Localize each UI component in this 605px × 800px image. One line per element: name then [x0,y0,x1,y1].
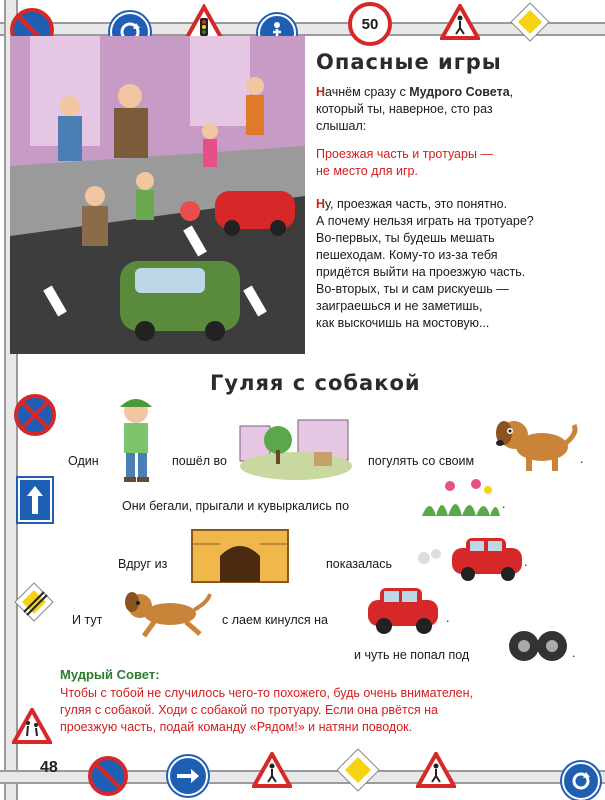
story-dot-5: . [572,646,576,660]
story-dot-4: . [446,611,450,625]
story-word-and-then: И тут [72,613,103,627]
pedestrian-warning-bottom-icon [252,752,292,788]
story-word-suddenly: Вдруг из [118,557,168,571]
story-word-walk: погулять со своим [368,454,475,468]
tip-line-3: проезжую часть, подай команду «Рядом!» и натяни поводок. [60,720,413,734]
red-car-picture [412,534,524,582]
drop-letter: Н [316,197,326,211]
straight-only-sign-icon [18,478,52,522]
story-word-ran: Они бегали, прыгали и кувыркались по [122,499,350,513]
priority-road-sign-icon [510,2,550,42]
no-parking-sign-icon [14,394,56,436]
yard-picture [238,416,356,482]
archway-picture [190,528,290,584]
story-dot-1: . [580,452,584,466]
lawn-picture [420,476,502,518]
end-priority-road-sign-icon [14,582,54,622]
body-line-2: А почему нельзя играть на тротуаре? [316,214,534,228]
boy-picture [108,395,163,483]
body-line-7: заиграешься и не заметишь, [316,299,483,313]
rule-line-1: Проезжая часть и тротуары — [316,147,493,161]
intro-line-3: слышал: [316,119,367,133]
body-line-5: придётся выйти на проезжую часть. [316,265,526,279]
section-title-dangerous-games: Опасные игры [316,50,502,74]
intro-line-1 [316,84,586,101]
body-line-1-text: у, проезжая часть, это понятно. [325,197,508,211]
body-paragraph [316,196,596,332]
priority-road-bottom-sign-icon [336,748,380,792]
no-stopping-bottom-sign-icon [88,756,128,796]
body-line-4: пешеходам. Кому-то из-за тебя [316,248,498,262]
red-car-2-picture [362,582,444,636]
tip-line-1: Чтобы с тобой не случилось чего-то похожего, будь очень внимателен, [60,686,473,700]
wise-advice-text [60,685,600,736]
intro-line-2: который ты, наверное, сто раз [316,102,493,116]
wise-advice-title: Мудрый Совет: [60,667,160,682]
crossing-warning-bottom-icon [416,752,456,788]
intro-paragraph [316,84,586,135]
running-dog-picture [120,588,212,640]
intro-text: ачнём сразу с [325,85,406,99]
dog-picture [490,413,578,475]
children-warning-sign-icon [12,708,52,744]
body-line-3: Во-первых, ты будешь мешать [316,231,495,245]
story-dot-3: . [524,555,528,569]
roundabout-bottom-sign-icon [562,762,600,800]
illustration-dangerous-games [10,36,305,354]
speed-limit-sign [348,2,392,46]
body-line-6: Во-вторых, ты и сам рискуешь — [316,282,509,296]
wheels-picture [506,626,570,666]
pedestrian-crossing-warning-icon [440,4,480,40]
tip-line-2: гуляя с собакой. Ходи с собакой по тротуару. Если она рвётся на [60,703,438,717]
story-word-one: Один [68,454,99,468]
body-line-1 [316,196,596,213]
page-number: 48 [40,759,58,776]
intro-tail: , [509,85,514,99]
section-title-walking-dog: Гуляя с собакой [210,371,421,395]
wise-advice-name: Мудрого Совета [409,85,510,99]
body-line-8: как выскочишь на мостовую... [316,316,490,330]
story-dot-2: . [502,497,506,511]
story-word-almost: и чуть не попал под [354,648,470,662]
rule-line-2: не место для игр. [316,164,418,178]
story-word-appeared: показалась [326,557,392,571]
story-word-barked: с лаем кинулся на [222,613,328,627]
turn-right-sign-icon [168,756,208,796]
rule-paragraph [316,146,586,180]
speed-limit-value: 50 [361,15,379,33]
drop-letter: Н [316,85,326,99]
story-word-went: пошёл во [172,454,227,468]
